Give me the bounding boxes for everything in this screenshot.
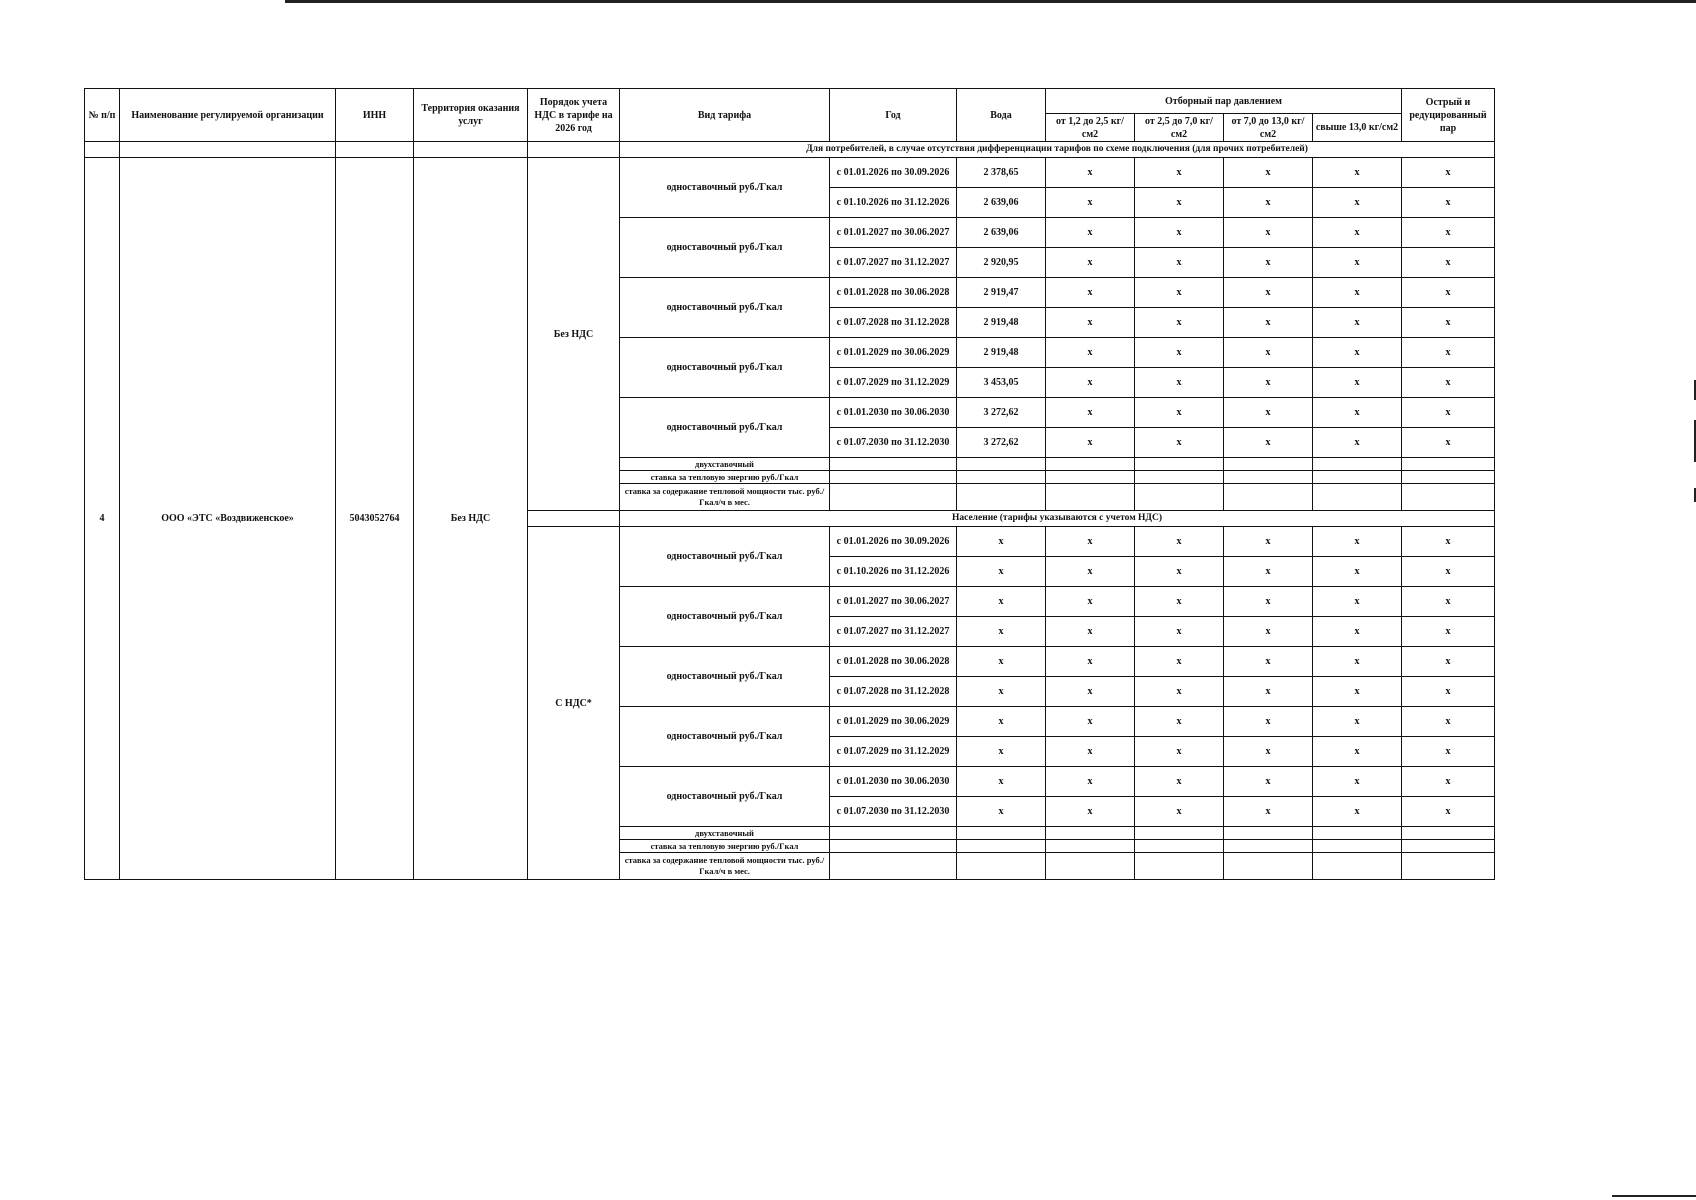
empty-cell	[830, 484, 957, 511]
empty-cell	[957, 458, 1046, 471]
tariff-kind: одноставочный руб./Гкал	[620, 158, 830, 218]
steam-value: x	[1224, 767, 1313, 797]
header-steam-4: свыше 13,0 кг/см2	[1313, 114, 1402, 142]
steam-value: x	[1135, 338, 1224, 368]
steam-value: x	[1313, 557, 1402, 587]
sharp-steam-value: x	[1402, 368, 1495, 398]
steam-value: x	[1135, 617, 1224, 647]
water-value: 3 272,62	[957, 428, 1046, 458]
tariff-row	[85, 158, 1495, 188]
steam-value: x	[1224, 218, 1313, 248]
steam-value: x	[1224, 617, 1313, 647]
header-num: № п/п	[85, 89, 120, 142]
empty-cell	[1046, 840, 1135, 853]
sharp-steam-value: x	[1402, 527, 1495, 557]
steam-value: x	[1313, 338, 1402, 368]
steam-value: x	[1313, 248, 1402, 278]
empty-cell	[1224, 471, 1313, 484]
empty-cell	[1402, 840, 1495, 853]
steam-value: x	[1046, 677, 1135, 707]
water-value: x	[957, 767, 1046, 797]
period-cell: с 01.10.2026 по 31.12.2026	[830, 557, 957, 587]
steam-value: x	[1224, 677, 1313, 707]
steam-value: x	[1046, 707, 1135, 737]
steam-value: x	[1313, 677, 1402, 707]
tariff-kind: одноставочный руб./Гкал	[620, 398, 830, 458]
sharp-steam-value: x	[1402, 158, 1495, 188]
num-spacer-cell	[85, 142, 120, 158]
steam-value: x	[1135, 188, 1224, 218]
header-steam-group: Отборный пар давлением	[1046, 89, 1402, 114]
steam-value: x	[1224, 557, 1313, 587]
empty-cell	[957, 471, 1046, 484]
empty-cell	[1224, 484, 1313, 511]
sharp-steam-value: x	[1402, 278, 1495, 308]
period-cell: с 01.07.2029 по 31.12.2029	[830, 368, 957, 398]
period-cell: с 01.07.2030 по 31.12.2030	[830, 797, 957, 827]
water-value: 2 920,95	[957, 248, 1046, 278]
steam-value: x	[1046, 617, 1135, 647]
steam-value: x	[1046, 428, 1135, 458]
vat-mode: Без НДС	[528, 158, 620, 511]
empty-cell	[830, 853, 957, 880]
capacity-rate-label: ставка за содержание тепловой мощности тыс. руб./Гкал/ч в мес.	[620, 853, 830, 880]
steam-value: x	[1046, 218, 1135, 248]
steam-value: x	[1046, 158, 1135, 188]
sharp-steam-value: x	[1402, 188, 1495, 218]
water-value: x	[957, 617, 1046, 647]
sharp-steam-value: x	[1402, 248, 1495, 278]
steam-value: x	[1224, 338, 1313, 368]
empty-cell	[1402, 458, 1495, 471]
empty-cell	[1046, 471, 1135, 484]
tariff-kind: одноставочный руб./Гкал	[620, 587, 830, 647]
empty-cell	[1135, 840, 1224, 853]
steam-value: x	[1313, 617, 1402, 647]
empty-cell	[1135, 471, 1224, 484]
steam-value: x	[1224, 707, 1313, 737]
steam-value: x	[1046, 188, 1135, 218]
water-value: x	[957, 647, 1046, 677]
section-caption: Население (тарифы указываются с учетом НДС)	[620, 511, 1495, 527]
steam-value: x	[1046, 248, 1135, 278]
empty-cell	[1402, 853, 1495, 880]
steam-value: x	[1313, 797, 1402, 827]
sharp-steam-value: x	[1402, 677, 1495, 707]
org-name: ООО «ЭТС «Воздвиженское»	[120, 158, 336, 880]
capacity-rate-label: ставка за содержание тепловой мощности тыс. руб./Гкал/ч в мес.	[620, 484, 830, 511]
header-vat-order: Порядок учета НДС в тарифе на 2026 год	[528, 89, 620, 142]
territory-spacer-cell	[414, 142, 528, 158]
vat-spacer-cell	[528, 142, 620, 158]
water-value: 2 639,06	[957, 218, 1046, 248]
tariff-kind: одноставочный руб./Гкал	[620, 647, 830, 707]
steam-value: x	[1135, 557, 1224, 587]
steam-value: x	[1135, 767, 1224, 797]
steam-value: x	[1046, 587, 1135, 617]
empty-cell	[957, 840, 1046, 853]
steam-value: x	[1224, 647, 1313, 677]
empty-cell	[1402, 827, 1495, 840]
sharp-steam-value: x	[1402, 737, 1495, 767]
empty-cell	[1313, 484, 1402, 511]
steam-value: x	[1313, 308, 1402, 338]
org-number: 4	[85, 158, 120, 880]
steam-value: x	[1224, 737, 1313, 767]
header-steam-1: от 1,2 до 2,5 кг/см2	[1046, 114, 1135, 142]
empty-cell	[830, 458, 957, 471]
empty-cell	[957, 853, 1046, 880]
header-row	[85, 89, 1495, 114]
empty-cell	[1046, 853, 1135, 880]
water-value: x	[957, 677, 1046, 707]
empty-cell	[1313, 458, 1402, 471]
energy-rate-label: ставка за тепловую энергию руб./Гкал	[620, 471, 830, 484]
steam-value: x	[1313, 737, 1402, 767]
water-value: x	[957, 527, 1046, 557]
empty-cell	[1402, 471, 1495, 484]
steam-value: x	[1135, 248, 1224, 278]
header-water: Вода	[957, 89, 1046, 142]
org-inn: 5043052764	[336, 158, 414, 880]
empty-cell	[957, 484, 1046, 511]
steam-value: x	[1313, 707, 1402, 737]
period-cell: с 01.01.2030 по 30.06.2030	[830, 398, 957, 428]
steam-value: x	[1224, 527, 1313, 557]
period-cell: с 01.01.2027 по 30.06.2027	[830, 218, 957, 248]
steam-value: x	[1313, 587, 1402, 617]
empty-cell	[830, 827, 957, 840]
empty-cell	[1224, 853, 1313, 880]
steam-value: x	[1313, 158, 1402, 188]
empty-cell	[1224, 827, 1313, 840]
steam-value: x	[1135, 278, 1224, 308]
empty-cell	[1135, 827, 1224, 840]
steam-value: x	[1135, 677, 1224, 707]
empty-cell	[957, 827, 1046, 840]
header-sharp-steam: Острый и редуцированный пар	[1402, 89, 1495, 142]
sharp-steam-value: x	[1402, 797, 1495, 827]
steam-value: x	[1135, 218, 1224, 248]
period-cell: с 01.01.2028 по 30.06.2028	[830, 278, 957, 308]
section-caption-row	[85, 142, 1495, 158]
steam-value: x	[1313, 368, 1402, 398]
org-spacer-cell	[120, 142, 336, 158]
water-value: x	[957, 797, 1046, 827]
steam-value: x	[1135, 587, 1224, 617]
scan-top-edge	[285, 0, 1696, 3]
inn-spacer-cell	[336, 142, 414, 158]
steam-value: x	[1135, 398, 1224, 428]
empty-cell	[1402, 484, 1495, 511]
header-tariff-kind: Вид тарифа	[620, 89, 830, 142]
steam-value: x	[1224, 428, 1313, 458]
period-cell: с 01.01.2027 по 30.06.2027	[830, 587, 957, 617]
steam-value: x	[1313, 398, 1402, 428]
water-value: 2 919,48	[957, 308, 1046, 338]
period-cell: с 01.01.2029 по 30.06.2029	[830, 707, 957, 737]
empty-cell	[1224, 840, 1313, 853]
sharp-steam-value: x	[1402, 557, 1495, 587]
steam-value: x	[1046, 527, 1135, 557]
steam-value: x	[1224, 188, 1313, 218]
two-part-label: двухставочный	[620, 458, 830, 471]
header-steam-3: от 7,0 до 13,0 кг/см2	[1224, 114, 1313, 142]
sharp-steam-value: x	[1402, 767, 1495, 797]
steam-value: x	[1313, 278, 1402, 308]
steam-value: x	[1046, 557, 1135, 587]
water-value: x	[957, 737, 1046, 767]
scan-edge-mark	[1612, 1195, 1696, 1197]
steam-value: x	[1313, 647, 1402, 677]
period-cell: с 01.07.2028 по 31.12.2028	[830, 677, 957, 707]
water-value: x	[957, 587, 1046, 617]
steam-value: x	[1224, 248, 1313, 278]
tariff-kind: одноставочный руб./Гкал	[620, 338, 830, 398]
tariff-kind: одноставочный руб./Гкал	[620, 707, 830, 767]
sharp-steam-value: x	[1402, 218, 1495, 248]
steam-value: x	[1046, 338, 1135, 368]
period-cell: с 01.10.2026 по 31.12.2026	[830, 188, 957, 218]
empty-cell	[1135, 484, 1224, 511]
steam-value: x	[1313, 767, 1402, 797]
empty-cell	[830, 840, 957, 853]
period-cell: с 01.01.2030 по 30.06.2030	[830, 767, 957, 797]
steam-value: x	[1224, 797, 1313, 827]
header-year: Год	[830, 89, 957, 142]
steam-value: x	[1046, 767, 1135, 797]
period-cell: с 01.07.2027 по 31.12.2027	[830, 617, 957, 647]
steam-value: x	[1135, 707, 1224, 737]
water-value: 2 919,48	[957, 338, 1046, 368]
empty-cell	[1046, 458, 1135, 471]
empty-cell	[1135, 853, 1224, 880]
steam-value: x	[1046, 737, 1135, 767]
sharp-steam-value: x	[1402, 707, 1495, 737]
empty-cell	[830, 471, 957, 484]
steam-value: x	[1313, 428, 1402, 458]
steam-value: x	[1046, 278, 1135, 308]
vat-mode: С НДС*	[528, 527, 620, 880]
steam-value: x	[1135, 308, 1224, 338]
empty-cell	[1313, 471, 1402, 484]
steam-value: x	[1224, 368, 1313, 398]
water-value: 2 639,06	[957, 188, 1046, 218]
period-cell: с 01.07.2028 по 31.12.2028	[830, 308, 957, 338]
two-part-label: двухставочный	[620, 827, 830, 840]
sharp-steam-value: x	[1402, 308, 1495, 338]
period-cell: с 01.01.2026 по 30.09.2026	[830, 527, 957, 557]
tariff-kind: одноставочный руб./Гкал	[620, 527, 830, 587]
water-value: 3 453,05	[957, 368, 1046, 398]
steam-value: x	[1135, 647, 1224, 677]
empty-cell	[1046, 827, 1135, 840]
tariff-kind: одноставочный руб./Гкал	[620, 278, 830, 338]
period-cell: с 01.07.2029 по 31.12.2029	[830, 737, 957, 767]
period-cell: с 01.07.2027 по 31.12.2027	[830, 248, 957, 278]
steam-value: x	[1224, 587, 1313, 617]
org-territory: Без НДС	[414, 158, 528, 880]
steam-value: x	[1135, 368, 1224, 398]
period-cell: с 01.01.2026 по 30.09.2026	[830, 158, 957, 188]
empty-cell	[1313, 827, 1402, 840]
tariff-table	[84, 88, 1495, 880]
steam-value: x	[1046, 797, 1135, 827]
empty-cell	[1046, 484, 1135, 511]
steam-value: x	[1046, 308, 1135, 338]
sharp-steam-value: x	[1402, 587, 1495, 617]
water-value: x	[957, 557, 1046, 587]
steam-value: x	[1046, 647, 1135, 677]
sharp-steam-value: x	[1402, 617, 1495, 647]
energy-rate-label: ставка за тепловую энергию руб./Гкал	[620, 840, 830, 853]
tariff-kind: одноставочный руб./Гкал	[620, 767, 830, 827]
empty-cell	[1135, 458, 1224, 471]
period-cell: с 01.07.2030 по 31.12.2030	[830, 428, 957, 458]
empty-cell	[1313, 853, 1402, 880]
water-value: x	[957, 707, 1046, 737]
header-inn: ИНН	[336, 89, 414, 142]
period-cell: с 01.01.2028 по 30.06.2028	[830, 647, 957, 677]
empty-cell	[1224, 458, 1313, 471]
steam-value: x	[1224, 398, 1313, 428]
sharp-steam-value: x	[1402, 647, 1495, 677]
steam-value: x	[1135, 428, 1224, 458]
sharp-steam-value: x	[1402, 428, 1495, 458]
tariff-kind: одноставочный руб./Гкал	[620, 218, 830, 278]
steam-value: x	[1224, 278, 1313, 308]
water-value: 2 919,47	[957, 278, 1046, 308]
water-value: 2 378,65	[957, 158, 1046, 188]
empty-cell	[1313, 840, 1402, 853]
steam-value: x	[1046, 368, 1135, 398]
section-caption: Для потребителей, в случае отсутствия дифференциации тарифов по схеме подключения (для прочих потребителей)	[620, 142, 1495, 158]
steam-value: x	[1224, 308, 1313, 338]
steam-value: x	[1135, 797, 1224, 827]
sharp-steam-value: x	[1402, 338, 1495, 368]
steam-value: x	[1135, 737, 1224, 767]
steam-value: x	[1046, 398, 1135, 428]
header-territory: Территория оказания услуг	[414, 89, 528, 142]
steam-value: x	[1135, 527, 1224, 557]
header-org: Наименование регулируемой организации	[120, 89, 336, 142]
sharp-steam-value: x	[1402, 398, 1495, 428]
vat-spacer-cell	[528, 511, 620, 527]
steam-value: x	[1135, 158, 1224, 188]
steam-value: x	[1313, 527, 1402, 557]
steam-value: x	[1313, 218, 1402, 248]
header-steam-2: от 2,5 до 7,0 кг/см2	[1135, 114, 1224, 142]
steam-value: x	[1224, 158, 1313, 188]
water-value: 3 272,62	[957, 398, 1046, 428]
period-cell: с 01.01.2029 по 30.06.2029	[830, 338, 957, 368]
steam-value: x	[1313, 188, 1402, 218]
